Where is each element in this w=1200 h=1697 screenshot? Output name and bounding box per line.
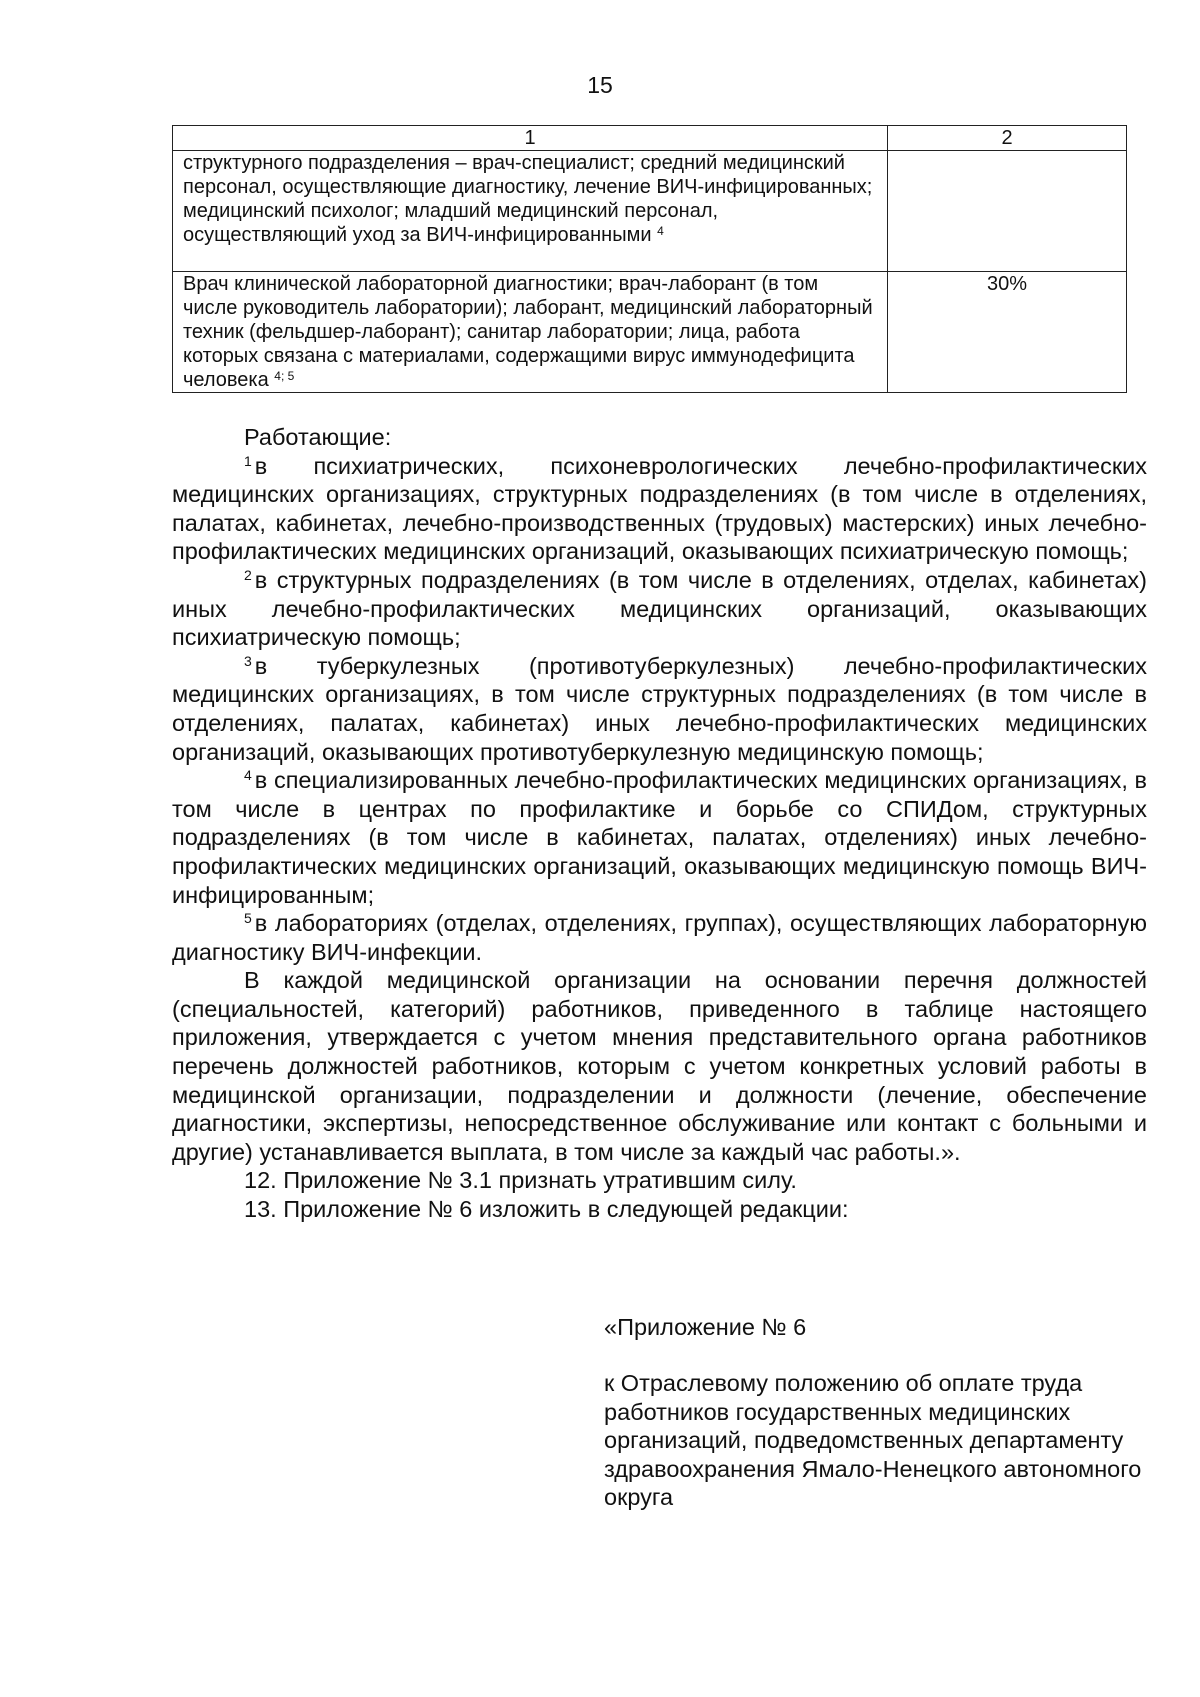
- footnote-number: 4: [244, 767, 252, 784]
- footnote-3: [172, 652, 1147, 766]
- positions-text: Врач клинической лабораторной диагностики; врач-лаборант (в том числе руководитель лаборатории); лаборант, медицинский лабораторный техник (фельдшер-лаборант); санитар лаборатории; лица, работа которых связана с материалами, содержащими вирус иммунодефицита человека: [183, 273, 873, 391]
- table-header-col-1: 1: [173, 126, 888, 151]
- footnote-text: в туберкулезных (противотуберкулезных) лечебно-профилактических медицинских организациях, в том числе структурных подразделениях (в том числе в отделениях, палатах, кабинетах) иных лечебно-профилактических медицинских организаций, оказывающих противотуберкулезную медицинскую помощь;: [172, 652, 1147, 765]
- footnote-ref: 4: [657, 224, 664, 238]
- table-cell-value: [888, 151, 1127, 272]
- item-13: 13. Приложение № 6 изложить в следующей редакции:: [244, 1196, 849, 1223]
- table-cell-positions: [173, 151, 888, 272]
- footnote-ref: 4; 5: [274, 369, 295, 383]
- body-heading: Работающие:: [244, 424, 392, 450]
- positions-table: [172, 125, 1127, 393]
- table-header-col-2: 2: [888, 126, 1127, 151]
- body-text: [172, 423, 1147, 1224]
- footnote-text: в специализированных лечебно-профилактических медицинских организациях, в том числе в центрах по профилактике и борьбе со СПИДом, структурных подразделениях (в том числе в кабинетах, палатах, отделениях) иных лечебно-профилактических медицинских организаций, оказывающих медицинскую помощь ВИЧ-инфицированным;: [172, 767, 1147, 908]
- footnote-text: в структурных подразделениях (в том числе в отделениях, отделах, кабинетах) иных лечебно-профилактических медицинских организаций, оказывающих психиатрическую помощь;: [172, 566, 1147, 651]
- footnote-1: [172, 452, 1147, 566]
- footnote-text: в психиатрических, психоневрологических лечебно-профилактических медицинских организациях, структурных подразделениях (в том числе в отделениях, палатах, кабинетах, лечебно-производственных (трудовых) мастерских) иных лечебно-профилактических медицинских организаций, оказывающих психиатрическую помощь;: [172, 452, 1147, 565]
- footnote-number: 3: [244, 652, 252, 669]
- footnote-5: [172, 909, 1147, 966]
- table-row: [173, 151, 1127, 272]
- table-cell-value: 30%: [888, 272, 1127, 393]
- footnote-2: [172, 566, 1147, 652]
- item-12: 12. Приложение № 3.1 признать утратившим силу.: [244, 1167, 797, 1194]
- table-row: [173, 272, 1127, 393]
- footnote-number: 1: [244, 452, 252, 469]
- appendix-text: к Отраслевому положению об оплате труда работников государственных медицинских организаций, подведомственных департаменту здравоохранения Ямало-Ненецкого автономного округа: [604, 1370, 1142, 1511]
- appendix-title: «Приложение № 6: [604, 1314, 807, 1340]
- footnote-text: в лабораториях (отделах, отделениях, группах), осуществляющих лабораторную диагностику ВИЧ-инфекции.: [172, 910, 1147, 965]
- footnote-number: 5: [244, 910, 252, 927]
- table-header-row: [173, 126, 1127, 151]
- positions-text: структурного подразделения – врач-специалист; средний медицинский персонал, осуществляющие диагностику, лечение ВИЧ-инфицированных; медицинский психолог; младший медицинский персонал, осуществляющий уход за ВИЧ-инфицированными: [183, 152, 873, 246]
- main-paragraph: В каждой медицинской организации на основании перечня должностей (специальностей, категорий) работников, приведенного в таблице настоящего приложения, утверждается с учетом мнения представительного органа работников перечень должностей работников, которым с учетом конкретных условий работы в медицинской организации, подразделении и должности (лечение, обеспечение диагностики, экспертизы, непосредственное обслуживание или контакт с больными и другие) устанавливается выплата, в том числе за каждый час работы.».: [172, 967, 1147, 1165]
- footnote-number: 2: [244, 566, 252, 583]
- footnote-4: [172, 766, 1147, 909]
- table-cell-positions: [173, 272, 888, 393]
- page-number: 15: [587, 72, 613, 98]
